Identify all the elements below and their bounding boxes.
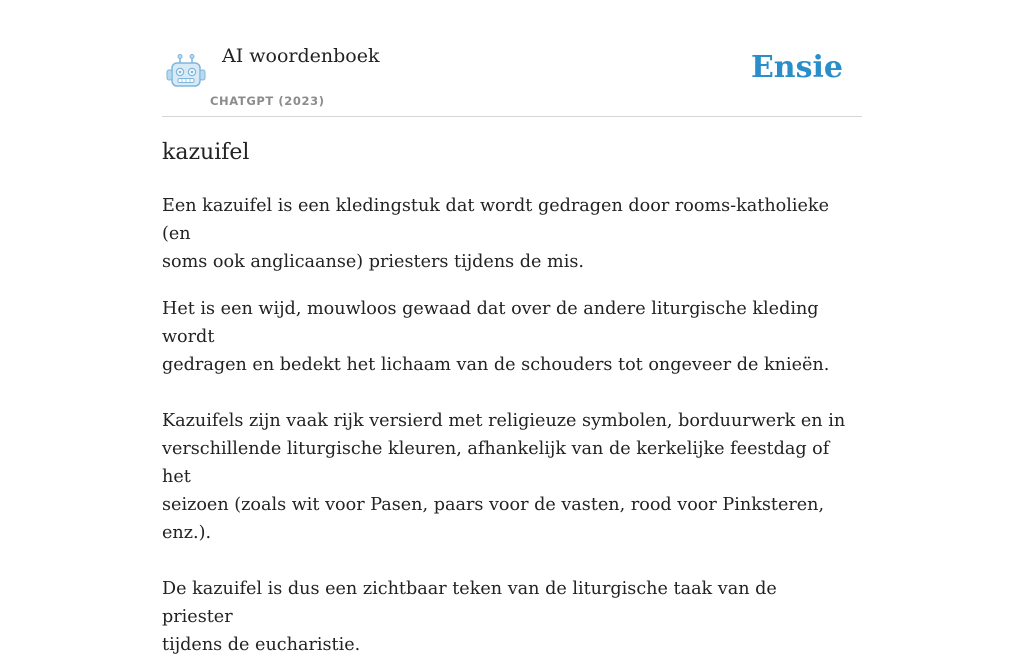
entry-term: kazuifel	[162, 140, 250, 165]
definition-paragraph: Het is een wijd, mouwloos gewaad dat over de andere liturgische kleding wordt gedragen en bedekt het lichaam van de schouders tot ongeveer de knieën. Kazuifels zijn vaak rijk versierd met religieuze symbolen, borduurwerk en in verschillende liturgische kleuren, afhankelijk van de kerkelijke feestdag of het seizoen (zoals wit voor Pasen, paars voor de vasten, rood voor Pinksteren, enz.). De kazuifel is dus een zichtbaar teken van de liturgische taak van de priester tijdens de eucharistie.	[162, 299, 846, 655]
header	[162, 40, 862, 117]
definition-paragraph: Een kazuifel is een kledingstuk dat wordt gedragen door rooms-katholieke (en soms ook anglicaanse) priesters tijdens de mis.	[162, 196, 829, 272]
robot-icon	[166, 52, 206, 90]
entry-definition	[162, 192, 852, 659]
brand-logo[interactable]: Ensie	[750, 50, 843, 85]
site-title[interactable]: AI woordenboek	[222, 45, 380, 67]
site-subtitle: CHATGPT (2023)	[210, 94, 325, 108]
